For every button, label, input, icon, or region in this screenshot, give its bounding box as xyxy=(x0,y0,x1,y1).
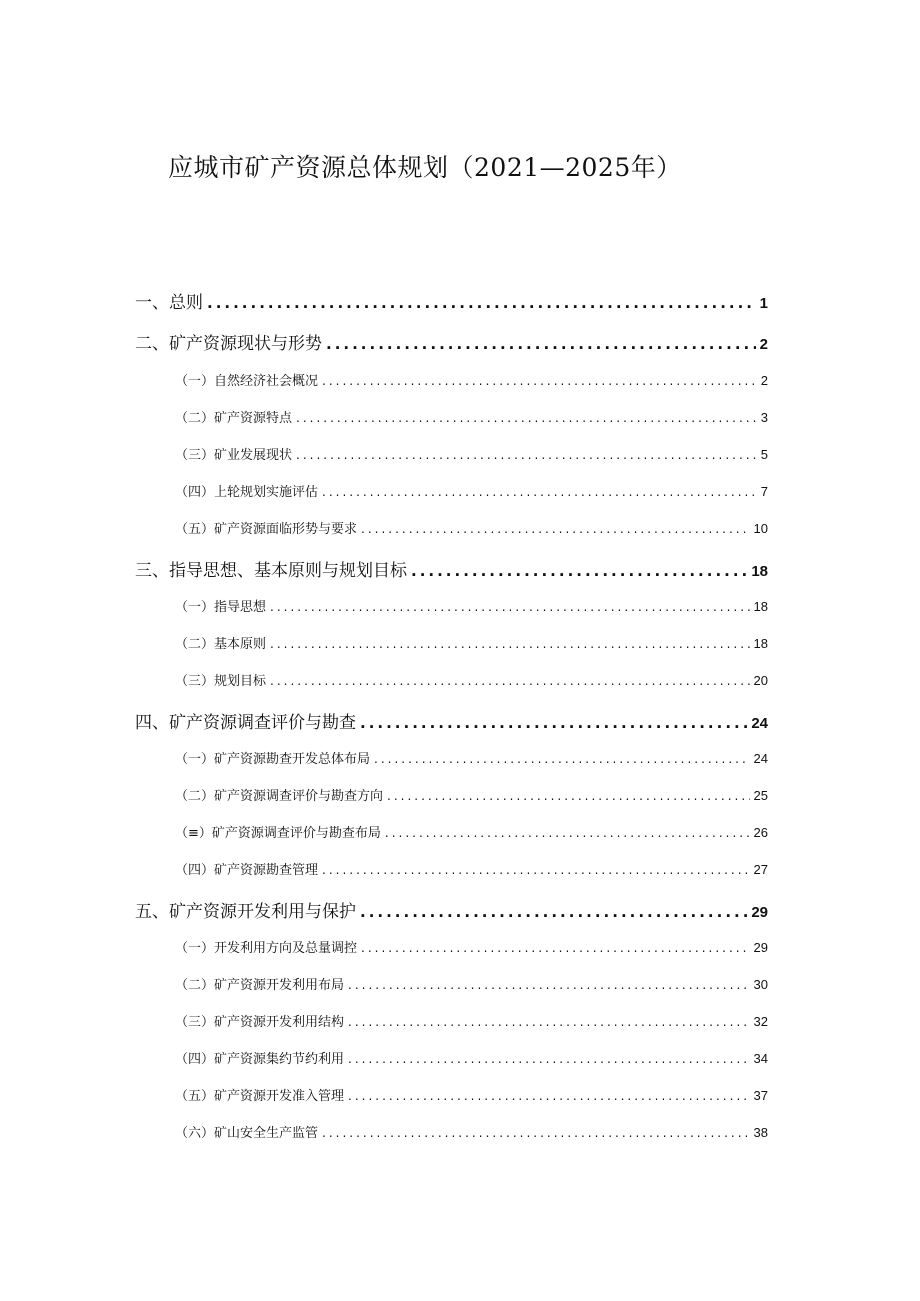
toc-dot-leader xyxy=(411,562,747,580)
toc-page-number: 10 xyxy=(753,521,768,536)
toc-entry-label: （≡）矿产资源调查评价与勘查布局 xyxy=(175,826,381,841)
toc-dot-leader xyxy=(348,1052,750,1066)
toc-dot-leader xyxy=(348,1089,750,1103)
toc-dot-leader xyxy=(270,637,750,651)
toc-subentry[interactable] xyxy=(175,1085,768,1105)
toc-entry-label: （二）基本原则 xyxy=(175,637,267,652)
toc-entry-label: （三）矿产资源开发利用结构 xyxy=(175,1015,345,1030)
toc-subentry[interactable] xyxy=(175,859,768,879)
toc-page-number: 27 xyxy=(753,862,768,877)
toc-dot-leader xyxy=(322,1126,750,1140)
toc-entry-label: 一、总则 xyxy=(135,293,203,313)
toc-dot-leader xyxy=(385,826,750,840)
toc-subentry[interactable] xyxy=(175,785,768,805)
toc-subentry[interactable] xyxy=(175,937,768,957)
toc-dot-leader xyxy=(296,448,757,462)
toc-dot-leader xyxy=(270,600,750,614)
toc-entry-label: 二、矿产资源现状与形势 xyxy=(135,334,322,354)
toc-page-number: 26 xyxy=(753,825,768,840)
toc-entry[interactable] xyxy=(135,556,768,582)
toc-entry-label: 五、矿产资源开发利用与保护 xyxy=(135,902,356,922)
toc-page-number: 38 xyxy=(753,1125,768,1140)
toc-subentry[interactable] xyxy=(175,444,768,464)
toc-page-number: 24 xyxy=(751,715,768,732)
toc-subentry[interactable] xyxy=(175,748,768,768)
toc-entry-label: （四）上轮规划实施评估 xyxy=(175,485,319,500)
toc-subentry[interactable] xyxy=(175,518,768,538)
toc-page-number: 30 xyxy=(753,977,768,992)
toc-page-number: 2 xyxy=(760,373,768,388)
toc-entry-label: （五）矿产资源面临形势与要求 xyxy=(175,522,358,537)
toc-subentry[interactable] xyxy=(175,1048,768,1068)
toc-page-number: 7 xyxy=(760,484,768,499)
toc-page-number: 2 xyxy=(759,336,768,353)
toc-page-number: 3 xyxy=(760,410,768,425)
toc-entry-label: （六）矿山安全生产监管 xyxy=(175,1126,319,1141)
toc-page-number: 5 xyxy=(760,447,768,462)
toc-entry-label: （一）矿产资源勘查开发总体布局 xyxy=(175,752,371,767)
toc-page-number: 29 xyxy=(751,904,768,921)
toc-entry-label: （四）矿产资源勘查管理 xyxy=(175,863,319,878)
toc-dot-leader xyxy=(361,522,750,536)
toc-dot-leader xyxy=(322,374,757,388)
toc-dot-leader xyxy=(387,789,750,803)
toc-page-number: 18 xyxy=(753,599,768,614)
toc-dot-leader xyxy=(348,978,750,992)
toc-subentry[interactable] xyxy=(175,1122,768,1142)
toc-page-number: 29 xyxy=(753,940,768,955)
toc-page-number: 20 xyxy=(753,673,768,688)
toc-dot-leader xyxy=(270,674,750,688)
toc-page-number: 24 xyxy=(753,751,768,766)
toc-entry-label: （二）矿产资源调查评价与勘查方向 xyxy=(175,789,384,804)
toc-dot-leader xyxy=(322,863,750,877)
toc-entry[interactable] xyxy=(135,708,768,734)
toc-dot-leader xyxy=(374,752,750,766)
toc-page-number: 32 xyxy=(753,1014,768,1029)
toc-dot-leader xyxy=(361,941,750,955)
toc-page-number: 25 xyxy=(753,788,768,803)
toc-entry-label: （三）矿业发展现状 xyxy=(175,448,293,463)
toc-entry-label: 三、指导思想、基本原则与规划目标 xyxy=(135,561,407,581)
toc-page-number: 34 xyxy=(753,1051,768,1066)
toc-subentry[interactable] xyxy=(175,370,768,390)
toc-entry-label: （一）开发利用方向及总量调控 xyxy=(175,941,358,956)
toc-entry[interactable] xyxy=(135,288,768,314)
toc-subentry[interactable] xyxy=(175,974,768,994)
toc-entry-label: 四、矿产资源调查评价与勘查 xyxy=(135,713,356,733)
toc-subentry[interactable] xyxy=(175,670,768,690)
toc-dot-leader xyxy=(326,335,756,353)
toc-entry[interactable] xyxy=(135,329,768,355)
toc-subentry[interactable] xyxy=(175,1011,768,1031)
toc-page-number: 18 xyxy=(753,636,768,651)
document-title: 应城市矿产资源总体规划（2021—2025年） xyxy=(168,153,682,182)
toc-dot-leader xyxy=(360,714,747,732)
toc-page-number: 1 xyxy=(759,295,768,312)
toc-entry[interactable] xyxy=(135,897,768,923)
toc-dot-leader xyxy=(348,1015,750,1029)
toc-subentry[interactable] xyxy=(175,633,768,653)
toc-dot-leader xyxy=(322,485,757,499)
toc-page-number: 18 xyxy=(751,563,768,580)
toc-subentry[interactable] xyxy=(175,407,768,427)
toc-page-number: 37 xyxy=(753,1088,768,1103)
toc-entry-label: （五）矿产资源开发准入管理 xyxy=(175,1089,345,1104)
toc-subentry[interactable] xyxy=(175,822,768,842)
toc-subentry[interactable] xyxy=(175,596,768,616)
toc-entry-label: （二）矿产资源特点 xyxy=(175,411,293,426)
toc-dot-leader xyxy=(296,411,757,425)
toc-entry-label: （一）指导思想 xyxy=(175,600,267,615)
toc-entry-label: （三）规划目标 xyxy=(175,674,267,689)
toc-dot-leader xyxy=(360,903,747,921)
toc-entry-label: （二）矿产资源开发利用布局 xyxy=(175,978,345,993)
toc-subentry[interactable] xyxy=(175,481,768,501)
toc-entry-label: （一）自然经济社会概况 xyxy=(175,374,319,389)
toc-dot-leader xyxy=(207,294,756,312)
toc-entry-label: （四）矿产资源集约节约利用 xyxy=(175,1052,345,1067)
